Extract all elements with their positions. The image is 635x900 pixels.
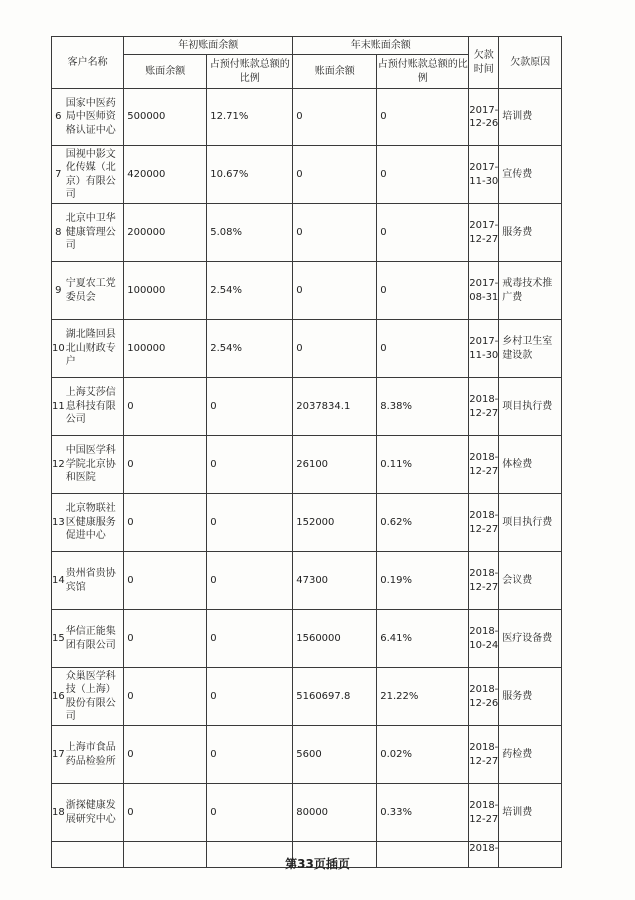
end-ratio: 6.41% — [377, 610, 469, 668]
row-number: 15 — [52, 610, 65, 668]
begin-balance: 0 — [124, 494, 207, 552]
row-number: 11 — [52, 378, 65, 436]
begin-balance: 100000 — [124, 320, 207, 378]
end-balance: 0 — [293, 89, 377, 146]
begin-balance: 0 — [124, 726, 207, 784]
table-row — [52, 668, 562, 726]
table-row — [52, 726, 562, 784]
overdue-reason: 戒毒技术推广费 — [499, 262, 562, 320]
overdue-date: 2018-10-24 — [469, 610, 499, 668]
header-customer-name: 客户名称 — [52, 37, 124, 89]
overdue-reason: 培训费 — [499, 89, 562, 146]
end-balance: 152000 — [293, 494, 377, 552]
overdue-date: 2018-12-26 — [469, 668, 499, 726]
prepaid-accounts-table — [51, 36, 562, 868]
overdue-reason: 项目执行费 — [499, 494, 562, 552]
end-balance: 0 — [293, 320, 377, 378]
overdue-date: 2017-08-31 — [469, 262, 499, 320]
end-balance: 5600 — [293, 726, 377, 784]
customer-name: 华信正能集团有限公司 — [65, 610, 124, 668]
table-row — [52, 436, 562, 494]
overdue-date: 2018-12-27 — [469, 726, 499, 784]
overdue-date: 2017-12-26 — [469, 89, 499, 146]
row-number: 12 — [52, 436, 65, 494]
overdue-date: 2017-12-27 — [469, 204, 499, 262]
end-balance: 0 — [293, 262, 377, 320]
begin-balance: 0 — [124, 610, 207, 668]
table-row — [52, 552, 562, 610]
end-balance: 47300 — [293, 552, 377, 610]
end-ratio: 21.22% — [377, 668, 469, 726]
overdue-date: 2017-11-30 — [469, 320, 499, 378]
overdue-reason: 乡村卫生室建设款 — [499, 320, 562, 378]
begin-ratio: 0 — [207, 378, 293, 436]
row-number: 9 — [52, 262, 65, 320]
begin-balance: 0 — [124, 436, 207, 494]
row-number: 16 — [52, 668, 65, 726]
end-ratio: 0.11% — [377, 436, 469, 494]
customer-name: 众巢医学科技（上海）股份有限公司 — [65, 668, 124, 726]
begin-ratio: 10.67% — [207, 146, 293, 204]
end-balance: 80000 — [293, 784, 377, 842]
begin-balance: 420000 — [124, 146, 207, 204]
end-ratio: 0.33% — [377, 784, 469, 842]
row-number: 17 — [52, 726, 65, 784]
customer-name: 贵州省贵协宾馆 — [65, 552, 124, 610]
begin-ratio: 0 — [207, 436, 293, 494]
end-ratio: 0.19% — [377, 552, 469, 610]
table-row — [52, 610, 562, 668]
begin-ratio: 2.54% — [207, 262, 293, 320]
end-ratio: 0 — [377, 262, 469, 320]
table-row — [52, 320, 562, 378]
page-footer: 第33页插页 — [285, 857, 350, 871]
end-ratio: 0 — [377, 320, 469, 378]
overdue-reason: 项目执行费 — [499, 378, 562, 436]
begin-ratio: 5.08% — [207, 204, 293, 262]
row-number: 8 — [52, 204, 65, 262]
end-ratio: 0 — [377, 89, 469, 146]
begin-ratio: 0 — [207, 610, 293, 668]
end-balance: 0 — [293, 204, 377, 262]
end-ratio: 0.62% — [377, 494, 469, 552]
customer-name: 北京物联社区健康服务促进中心 — [65, 494, 124, 552]
overdue-date: 2018- — [469, 842, 499, 868]
customer-name: 湖北隆回县北山财政专户 — [65, 320, 124, 378]
overdue-date: 2018-12-27 — [469, 494, 499, 552]
end-ratio: 0 — [377, 146, 469, 204]
begin-balance: 0 — [124, 784, 207, 842]
header-overdue-reason: 欠款原因 — [499, 37, 562, 89]
customer-name: 宁夏农工党委员会 — [65, 262, 124, 320]
header-end-ratio: 占预付账款总额的比例 — [377, 55, 469, 89]
table-row — [52, 784, 562, 842]
customer-name: 上海市食品药品检验所 — [65, 726, 124, 784]
table-row — [52, 494, 562, 552]
customer-name: 中国医学科学院北京协和医院 — [65, 436, 124, 494]
row-number: 10 — [52, 320, 65, 378]
overdue-reason: 宣传费 — [499, 146, 562, 204]
customer-name: 上海艾莎信息科技有限公司 — [65, 378, 124, 436]
overdue-reason: 药检费 — [499, 726, 562, 784]
row-number: 6 — [52, 89, 65, 146]
overdue-reason: 服务费 — [499, 668, 562, 726]
overdue-reason: 服务费 — [499, 204, 562, 262]
table-row — [52, 89, 562, 146]
overdue-reason: 会议费 — [499, 552, 562, 610]
end-balance: 26100 — [293, 436, 377, 494]
row-number: 13 — [52, 494, 65, 552]
end-ratio: 8.38% — [377, 378, 469, 436]
customer-name: 浙探健康发展研究中心 — [65, 784, 124, 842]
end-balance: 1560000 — [293, 610, 377, 668]
row-number: 18 — [52, 784, 65, 842]
end-balance: 2037834.1 — [293, 378, 377, 436]
end-balance: 5160697.8 — [293, 668, 377, 726]
begin-balance: 0 — [124, 378, 207, 436]
begin-balance: 0 — [124, 668, 207, 726]
header-beginning-balance: 年初账面余额 — [124, 37, 293, 55]
overdue-date: 2017-11-30 — [469, 146, 499, 204]
end-ratio: 0.02% — [377, 726, 469, 784]
begin-ratio: 0 — [207, 494, 293, 552]
customer-name: 国视中影文化传媒（北京）有限公司 — [65, 146, 124, 204]
table-row — [52, 204, 562, 262]
row-number: 14 — [52, 552, 65, 610]
begin-balance: 200000 — [124, 204, 207, 262]
end-balance: 0 — [293, 146, 377, 204]
begin-ratio: 0 — [207, 784, 293, 842]
header-row-1 — [52, 37, 562, 55]
overdue-reason: 培训费 — [499, 784, 562, 842]
begin-balance: 500000 — [124, 89, 207, 146]
overdue-date: 2018-12-27 — [469, 378, 499, 436]
overdue-reason: 医疗设备费 — [499, 610, 562, 668]
header-ending-balance: 年末账面余额 — [293, 37, 469, 55]
begin-ratio: 2.54% — [207, 320, 293, 378]
overdue-reason: 体检费 — [499, 436, 562, 494]
header-overdue-time: 欠款时间 — [469, 37, 499, 89]
begin-ratio: 0 — [207, 552, 293, 610]
overdue-date: 2018-12-27 — [469, 436, 499, 494]
end-ratio: 0 — [377, 204, 469, 262]
overdue-date: 2018-12-27 — [469, 784, 499, 842]
begin-ratio: 0 — [207, 726, 293, 784]
table-row — [52, 146, 562, 204]
header-end-book-balance: 账面余额 — [293, 55, 377, 89]
begin-balance: 0 — [124, 552, 207, 610]
customer-name: 国家中医药局中医师资格认证中心 — [65, 89, 124, 146]
table-row — [52, 378, 562, 436]
begin-ratio: 0 — [207, 668, 293, 726]
customer-name: 北京中卫华健康管理公司 — [65, 204, 124, 262]
row-number: 7 — [52, 146, 65, 204]
header-begin-book-balance: 账面余额 — [124, 55, 207, 89]
begin-ratio: 12.71% — [207, 89, 293, 146]
overdue-date: 2018-12-27 — [469, 552, 499, 610]
table-row — [52, 262, 562, 320]
begin-balance: 100000 — [124, 262, 207, 320]
header-begin-ratio: 占预付账款总额的比例 — [207, 55, 293, 89]
